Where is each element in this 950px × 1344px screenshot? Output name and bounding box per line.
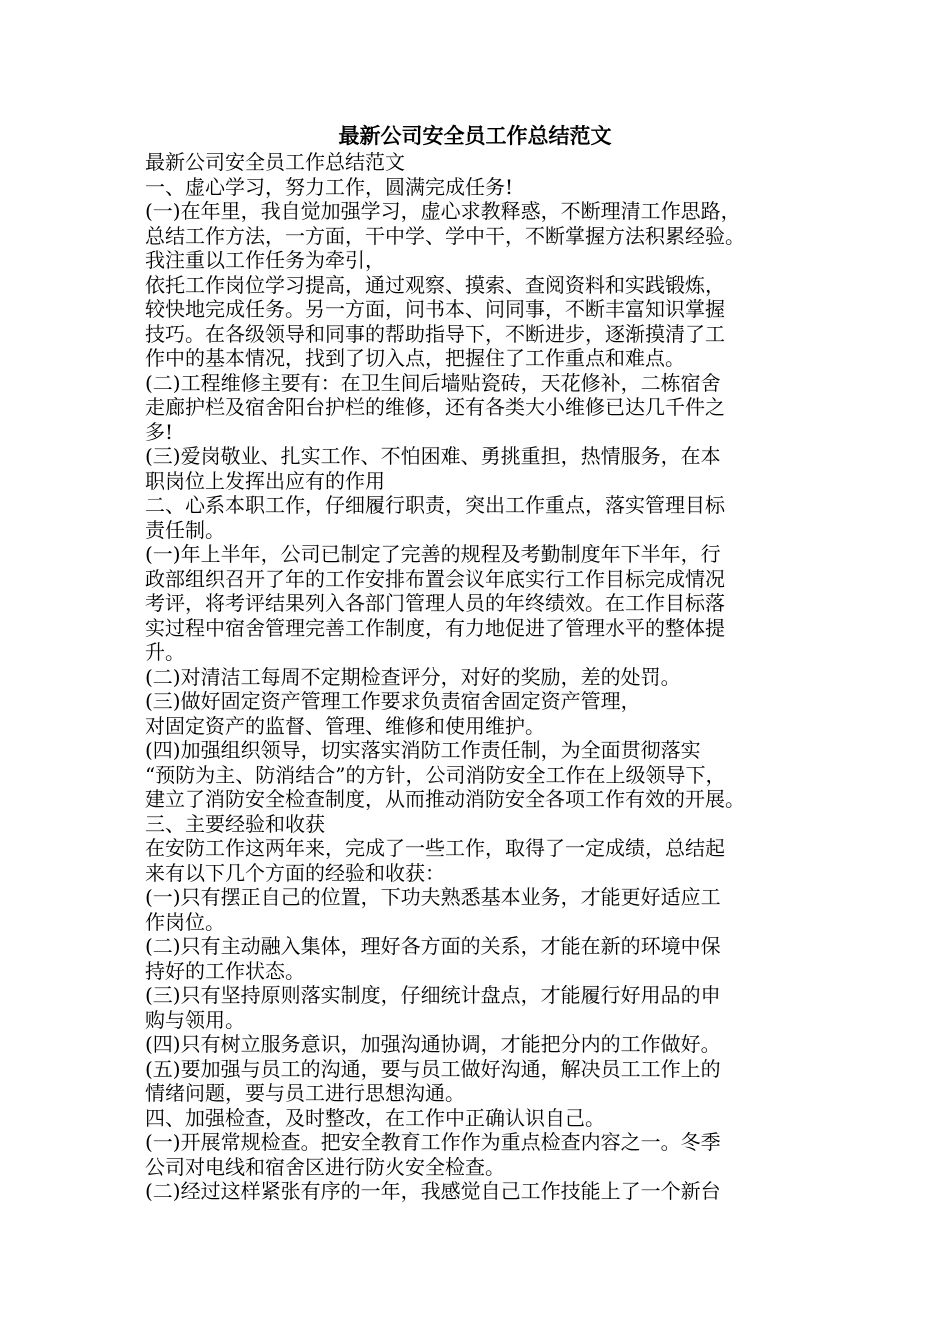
body-line: 在安防工作这两年来，完成了一些工作，取得了一定成绩，总结起 [145,836,725,860]
body-line: 一、虚心学习，努力工作，圆满完成任务! [145,174,514,199]
body-line: (一)年上半年，公司已制定了完善的规程及考勤制度年下半年，行 [145,542,721,566]
body-line: 作中的基本情况，找到了切入点，把握住了工作重点和难点。 [145,346,685,370]
body-line: (三)只有坚持原则落实制度，仔细统计盘点，才能履行好用品的申 [145,983,721,1007]
body-line: 购与领用。 [145,1007,245,1032]
body-line: 三、主要经验和收获 [145,811,325,836]
body-line: 对固定资产的监督、管理、维修和使用维护。 [145,713,545,738]
body-line: (四)加强组织领导，切实落实消防工作责任制，为全面贯彻落实 [145,738,701,762]
body-line: (二)工程维修主要有：在卫生间后墙贴瓷砖，天花修补，二栋宿舍 [145,370,721,395]
document-body [145,150,805,1204]
body-line: 我注重以工作任务为牵引， [145,248,385,272]
body-line: “预防为主、防消结合”的方针，公司消防安全工作在上级领导下， [145,762,726,787]
body-line: 实过程中宿舍管理完善工作制度，有力地促进了管理水平的整体提 [145,615,725,640]
body-line: 考评，将考评结果列入各部门管理人员的年终绩效。在工作目标落 [145,591,725,615]
body-line: (三)爱岗敬业、扎实工作、不怕困难、勇挑重担，热情服务，在本 [145,444,721,468]
body-line: 职岗位上发挥出应有的作用 [145,468,385,493]
body-line: 总结工作方法，一方面，干中学、学中干，不断掌握方法积累经验。 [145,223,745,248]
body-line: 四、加强检查，及时整改，在工作中正确认识自己。 [145,1105,605,1130]
body-line: (四)只有树立服务意识，加强沟通协调，才能把分内的工作做好。 [145,1032,721,1056]
body-line: (三)做好固定资产管理工作要求负责宿舍固定资产管理， [145,689,641,713]
body-line: 情绪问题，要与员工进行思想沟通。 [145,1081,465,1105]
body-line: 走廊护栏及宿舍阳台护栏的维修，还有各类大小维修已达几千件之 [145,395,725,419]
body-line: 建立了消防安全检查制度，从而推动消防安全各项工作有效的开展。 [145,787,745,811]
body-line: (二)只有主动融入集体，理好各方面的关系，才能在新的环境中保 [145,934,721,958]
body-line: 升。 [145,640,185,664]
body-line: 最新公司安全员工作总结范文 [145,150,405,174]
body-line: (五)要加强与员工的沟通，要与员工做好沟通，解决员工工作上的 [145,1056,721,1081]
body-line: 多! [145,419,174,444]
body-line: 政部组织召开了年的工作安排布置会议年底实行工作目标完成情况 [145,566,725,591]
body-line: 持好的工作状态。 [145,958,305,983]
body-line: 技巧。在各级领导和同事的帮助指导下，不断进步，逐渐摸清了工 [145,321,725,346]
body-line: 依托工作岗位学习提高，通过观察、摸索、查阅资料和实践锻炼， [145,272,725,297]
body-line: (一)在年里，我自觉加强学习，虚心求教释惑，不断理清工作思路， [145,199,741,223]
document-page [145,122,805,1204]
body-line: (一)只有摆正自己的位置，下功夫熟悉基本业务，才能更好适应工 [145,885,721,909]
body-line: (一)开展常规检查。把安全教育工作作为重点检查内容之一。冬季 [145,1130,721,1154]
body-line: 二、心系本职工作，仔细履行职责，突出工作重点，落实管理目标 [145,493,725,517]
body-line: (二)经过这样紧张有序的一年，我感觉自己工作技能上了一个新台 [145,1179,721,1203]
body-line: 作岗位。 [145,909,225,934]
body-line: (二)对清洁工每周不定期检查评分，对好的奖励，差的处罚。 [145,664,681,689]
body-line: 责任制。 [145,517,225,542]
document-title: 最新公司安全员工作总结范文 [338,123,612,148]
body-line: 公司对电线和宿舍区进行防火安全检查。 [145,1154,505,1179]
body-line: 来有以下几个方面的经验和收获： [145,860,445,885]
body-line: 较快地完成任务。另一方面，问书本、问同事，不断丰富知识掌握 [145,297,725,321]
